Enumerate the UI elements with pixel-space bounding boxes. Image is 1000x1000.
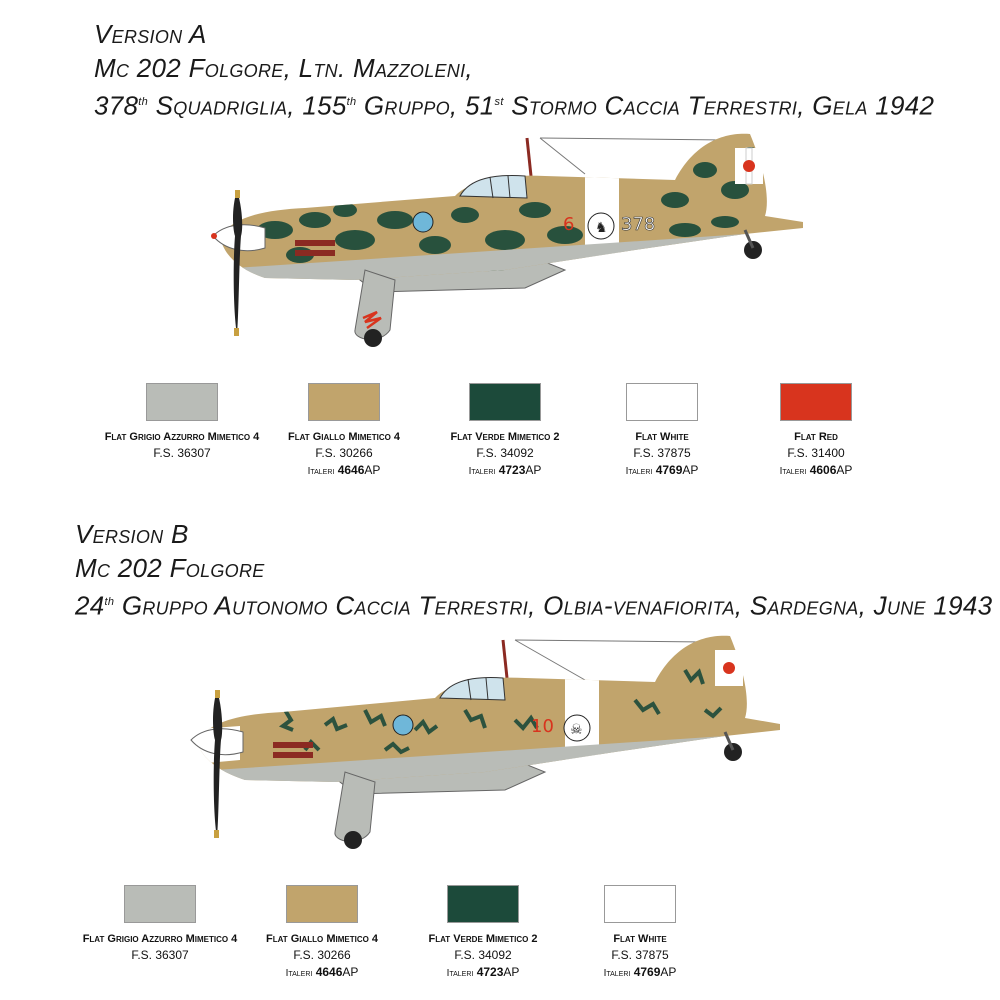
color-chip-b-2: Flat Giallo Mimetico 4 F.S. 30266 Italeri 4646AP [227, 885, 417, 982]
fasces-roundel-b [393, 715, 413, 735]
version-b-title: Version B [75, 519, 189, 549]
version-a-title: Version A [94, 19, 207, 49]
svg-text:☠: ☠ [570, 721, 583, 737]
version-a-unit: 378th Squadriglia, 155th Gruppo, 51st Stormo Caccia Terrestri, Gela 1942 [94, 90, 935, 121]
squadron-code-a: 378 [621, 214, 656, 235]
fasces-roundel-a [413, 212, 433, 232]
color-chip-a-4: Flat White F.S. 37875 Italeri 4769AP [567, 383, 757, 480]
antenna-mast-a [527, 138, 531, 176]
color-chip-a-3: Flat Verde Mimetico 2 F.S. 34092 Italeri 4723AP [410, 383, 600, 480]
color-chip-b-3: Flat Verde Mimetico 2 F.S. 34092 Italeri 4723AP [388, 885, 578, 982]
version-a-aircraft: Mc 202 Folgore, Ltn. Mazzoleni, [94, 53, 473, 83]
color-chip-b-4: Flat White F.S. 37875 Italeri 4769AP [545, 885, 735, 982]
version-b-unit: 24th Gruppo Autonomo Caccia Terrestri, Olbia-venafiorita, Sardegna, June 1943 [75, 590, 993, 621]
aircraft-profile-a [205, 130, 810, 355]
swatch-a-4 [626, 383, 698, 421]
svg-text:♞: ♞ [595, 219, 608, 235]
antenna-mast-b [503, 640, 507, 678]
swatch-b-2 [286, 885, 358, 923]
color-chip-a-5: Flat Red F.S. 31400 Italeri 4606AP [721, 383, 911, 480]
color-chip-b-1: Flat Grigio Azzurro Mimetico 4 F.S. 36307 [65, 885, 255, 964]
swatch-a-3 [469, 383, 541, 421]
swatch-a-1 [146, 383, 218, 421]
swatch-b-1 [124, 885, 196, 923]
aircraft-number-b: 10 [531, 716, 554, 737]
aircraft-profile-b [185, 630, 785, 855]
swatch-a-5 [780, 383, 852, 421]
swatch-b-4 [604, 885, 676, 923]
color-chip-a-2: Flat Giallo Mimetico 4 F.S. 30266 Italeri 4646AP [249, 383, 439, 480]
swatch-a-2 [308, 383, 380, 421]
swatch-b-3 [447, 885, 519, 923]
color-chip-a-1: Flat Grigio Azzurro Mimetico 4 F.S. 36307 [87, 383, 277, 462]
version-b-aircraft: Mc 202 Folgore [75, 553, 265, 583]
aircraft-number-a: 6 [563, 214, 575, 235]
canopy-b [440, 678, 505, 700]
canopy-a [460, 176, 527, 198]
